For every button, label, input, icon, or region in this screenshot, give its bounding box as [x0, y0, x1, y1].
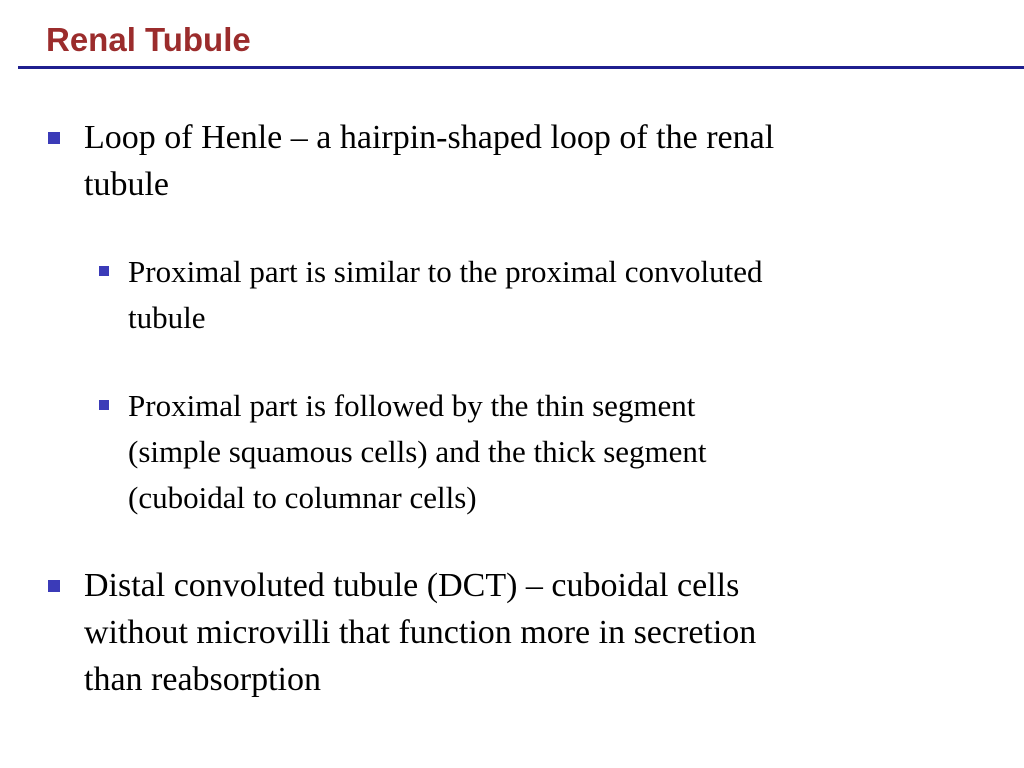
bullet-line: Distal convoluted tubule (DCT) – cuboidal cells [84, 567, 740, 604]
square-bullet-icon [99, 266, 109, 276]
subbullet-proximal-part-followed [128, 383, 988, 521]
bullet-distal-convoluted-tubule [84, 562, 984, 703]
bullet-line: (simple squamous cells) and the thick segment [128, 434, 707, 469]
bullet-line: tubule [84, 166, 169, 203]
bullet-line: tubule [128, 300, 206, 335]
bullet-line: without microvilli that function more in secretion [84, 614, 757, 651]
subbullet-proximal-part-similar [128, 249, 1008, 341]
bullet-line: than reabsorption [84, 661, 321, 698]
bullet-loop-of-henle [84, 114, 984, 208]
slide-title: Renal Tubule [46, 21, 251, 58]
bullet-line: Loop of Henle – a hairpin-shaped loop of the renal [84, 119, 775, 156]
bullet-line: Proximal part is similar to the proximal convoluted [128, 254, 763, 289]
square-bullet-icon [99, 400, 109, 410]
title-divider [18, 66, 1024, 69]
bullet-line: (cuboidal to columnar cells) [128, 480, 477, 515]
square-bullet-icon [48, 132, 60, 144]
bullet-line: Proximal part is followed by the thin segment [128, 388, 696, 423]
square-bullet-icon [48, 580, 60, 592]
